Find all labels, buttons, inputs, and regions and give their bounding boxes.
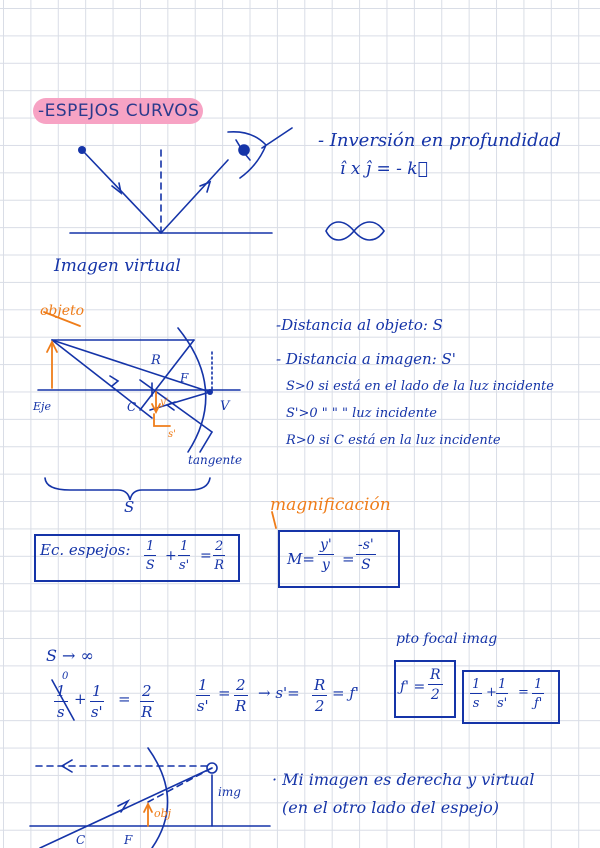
frac-b1: $\frac{1}{s}$: [472, 677, 481, 711]
note-r-positive: R>0 si C está en la luz incidente: [286, 433, 501, 448]
note-s-positive: S>0 si está en el lado de la luz incidente: [286, 379, 554, 394]
label-objeto: objeto: [40, 303, 85, 319]
frac-focal-R-2: $\frac{R}{2}$: [430, 667, 441, 703]
label-yprime: y': [160, 397, 169, 408]
frac-R-2: $\frac{R}{2}$: [314, 676, 326, 715]
limit-eq: =: [118, 690, 131, 708]
label-img: img: [218, 785, 241, 799]
frac-r2: $\frac{2}{R}$: [235, 676, 247, 715]
frac-yprime-y: $\frac{y'}{y}$: [320, 537, 332, 573]
infinity-icon: [326, 222, 384, 240]
focal-plus: +: [486, 685, 497, 700]
frac-r1: $\frac{1}{s'}$: [196, 676, 209, 715]
focal-f: ƒ' =: [400, 679, 426, 695]
brace-s: [45, 478, 210, 500]
eq-fprime: = ƒ': [332, 684, 360, 702]
note-cross-product: î x ĵ = - k⃗: [340, 159, 428, 179]
magnification-m: M=: [287, 550, 315, 568]
label-V: V: [220, 399, 230, 414]
label-R: R: [151, 353, 161, 368]
frac-limit-2-R: $\frac{2}{R}$: [141, 682, 153, 721]
s-to-infinity: S → ∞: [46, 646, 94, 665]
note-other-side: (en el otro lado del espejo): [282, 798, 499, 817]
label-sprime: s': [168, 429, 176, 440]
frac-1-sprime: $\frac{1}{s'}$: [179, 539, 190, 573]
note-sprime-positive: S'>0 " " " luz incidente: [286, 406, 437, 421]
frac-sprime-s: $\frac{-s'}{S}$: [358, 537, 374, 573]
reflected-ray: [161, 160, 228, 233]
note-inversion: - Inversión en profundidad: [318, 130, 561, 151]
zero-label: 0: [62, 671, 69, 682]
label-bottom-F: F: [124, 833, 133, 847]
label-virtual-image: Imagen virtual: [54, 256, 181, 276]
label-C: C: [127, 400, 137, 414]
plus-sign: +: [165, 548, 177, 564]
label-F: F: [180, 371, 189, 385]
limit-plus: +: [74, 690, 87, 708]
note-distance-image: - Distancia a imagen: S': [276, 350, 456, 368]
frac-limit-1-sprime: $\frac{1}{s'}$: [90, 682, 103, 721]
focal-eq: =: [518, 685, 529, 700]
frac-b3: $\frac{1}{ƒ'}$: [533, 677, 543, 711]
frac-1-s: $\frac{1}{S}$: [145, 539, 155, 573]
bottom-mirror: [148, 748, 168, 848]
page-title: -ESPEJOS CURVOS: [38, 101, 200, 121]
equals-sign: =: [200, 548, 212, 564]
frac-1-s-cancelled: $\frac{1}{s}$: [56, 682, 66, 721]
mirror-equation-label: Ec. espejos:: [40, 541, 131, 559]
label-S: S: [124, 498, 135, 516]
frac-2-R: $\frac{2}{R}$: [214, 539, 225, 573]
label-focal-point: pto focal imag: [396, 631, 498, 647]
note-distance-object: -Distancia al objeto: S: [276, 316, 443, 334]
frac-b2: $\frac{1}{s'}$: [497, 677, 508, 711]
arrow-sprime: → s'=: [258, 684, 300, 702]
label-obj: obj: [154, 807, 172, 820]
note-image-right-virtual: · Mi imagen es derecha y virtual: [272, 770, 535, 789]
magnification-eq: =: [342, 550, 355, 568]
label-tangente: tangente: [188, 453, 243, 467]
label-eje: Eje: [33, 400, 51, 413]
label-magnification: magnificación: [270, 495, 391, 515]
label-bottom-C: C: [76, 833, 86, 847]
r1-eq: =: [218, 684, 231, 702]
